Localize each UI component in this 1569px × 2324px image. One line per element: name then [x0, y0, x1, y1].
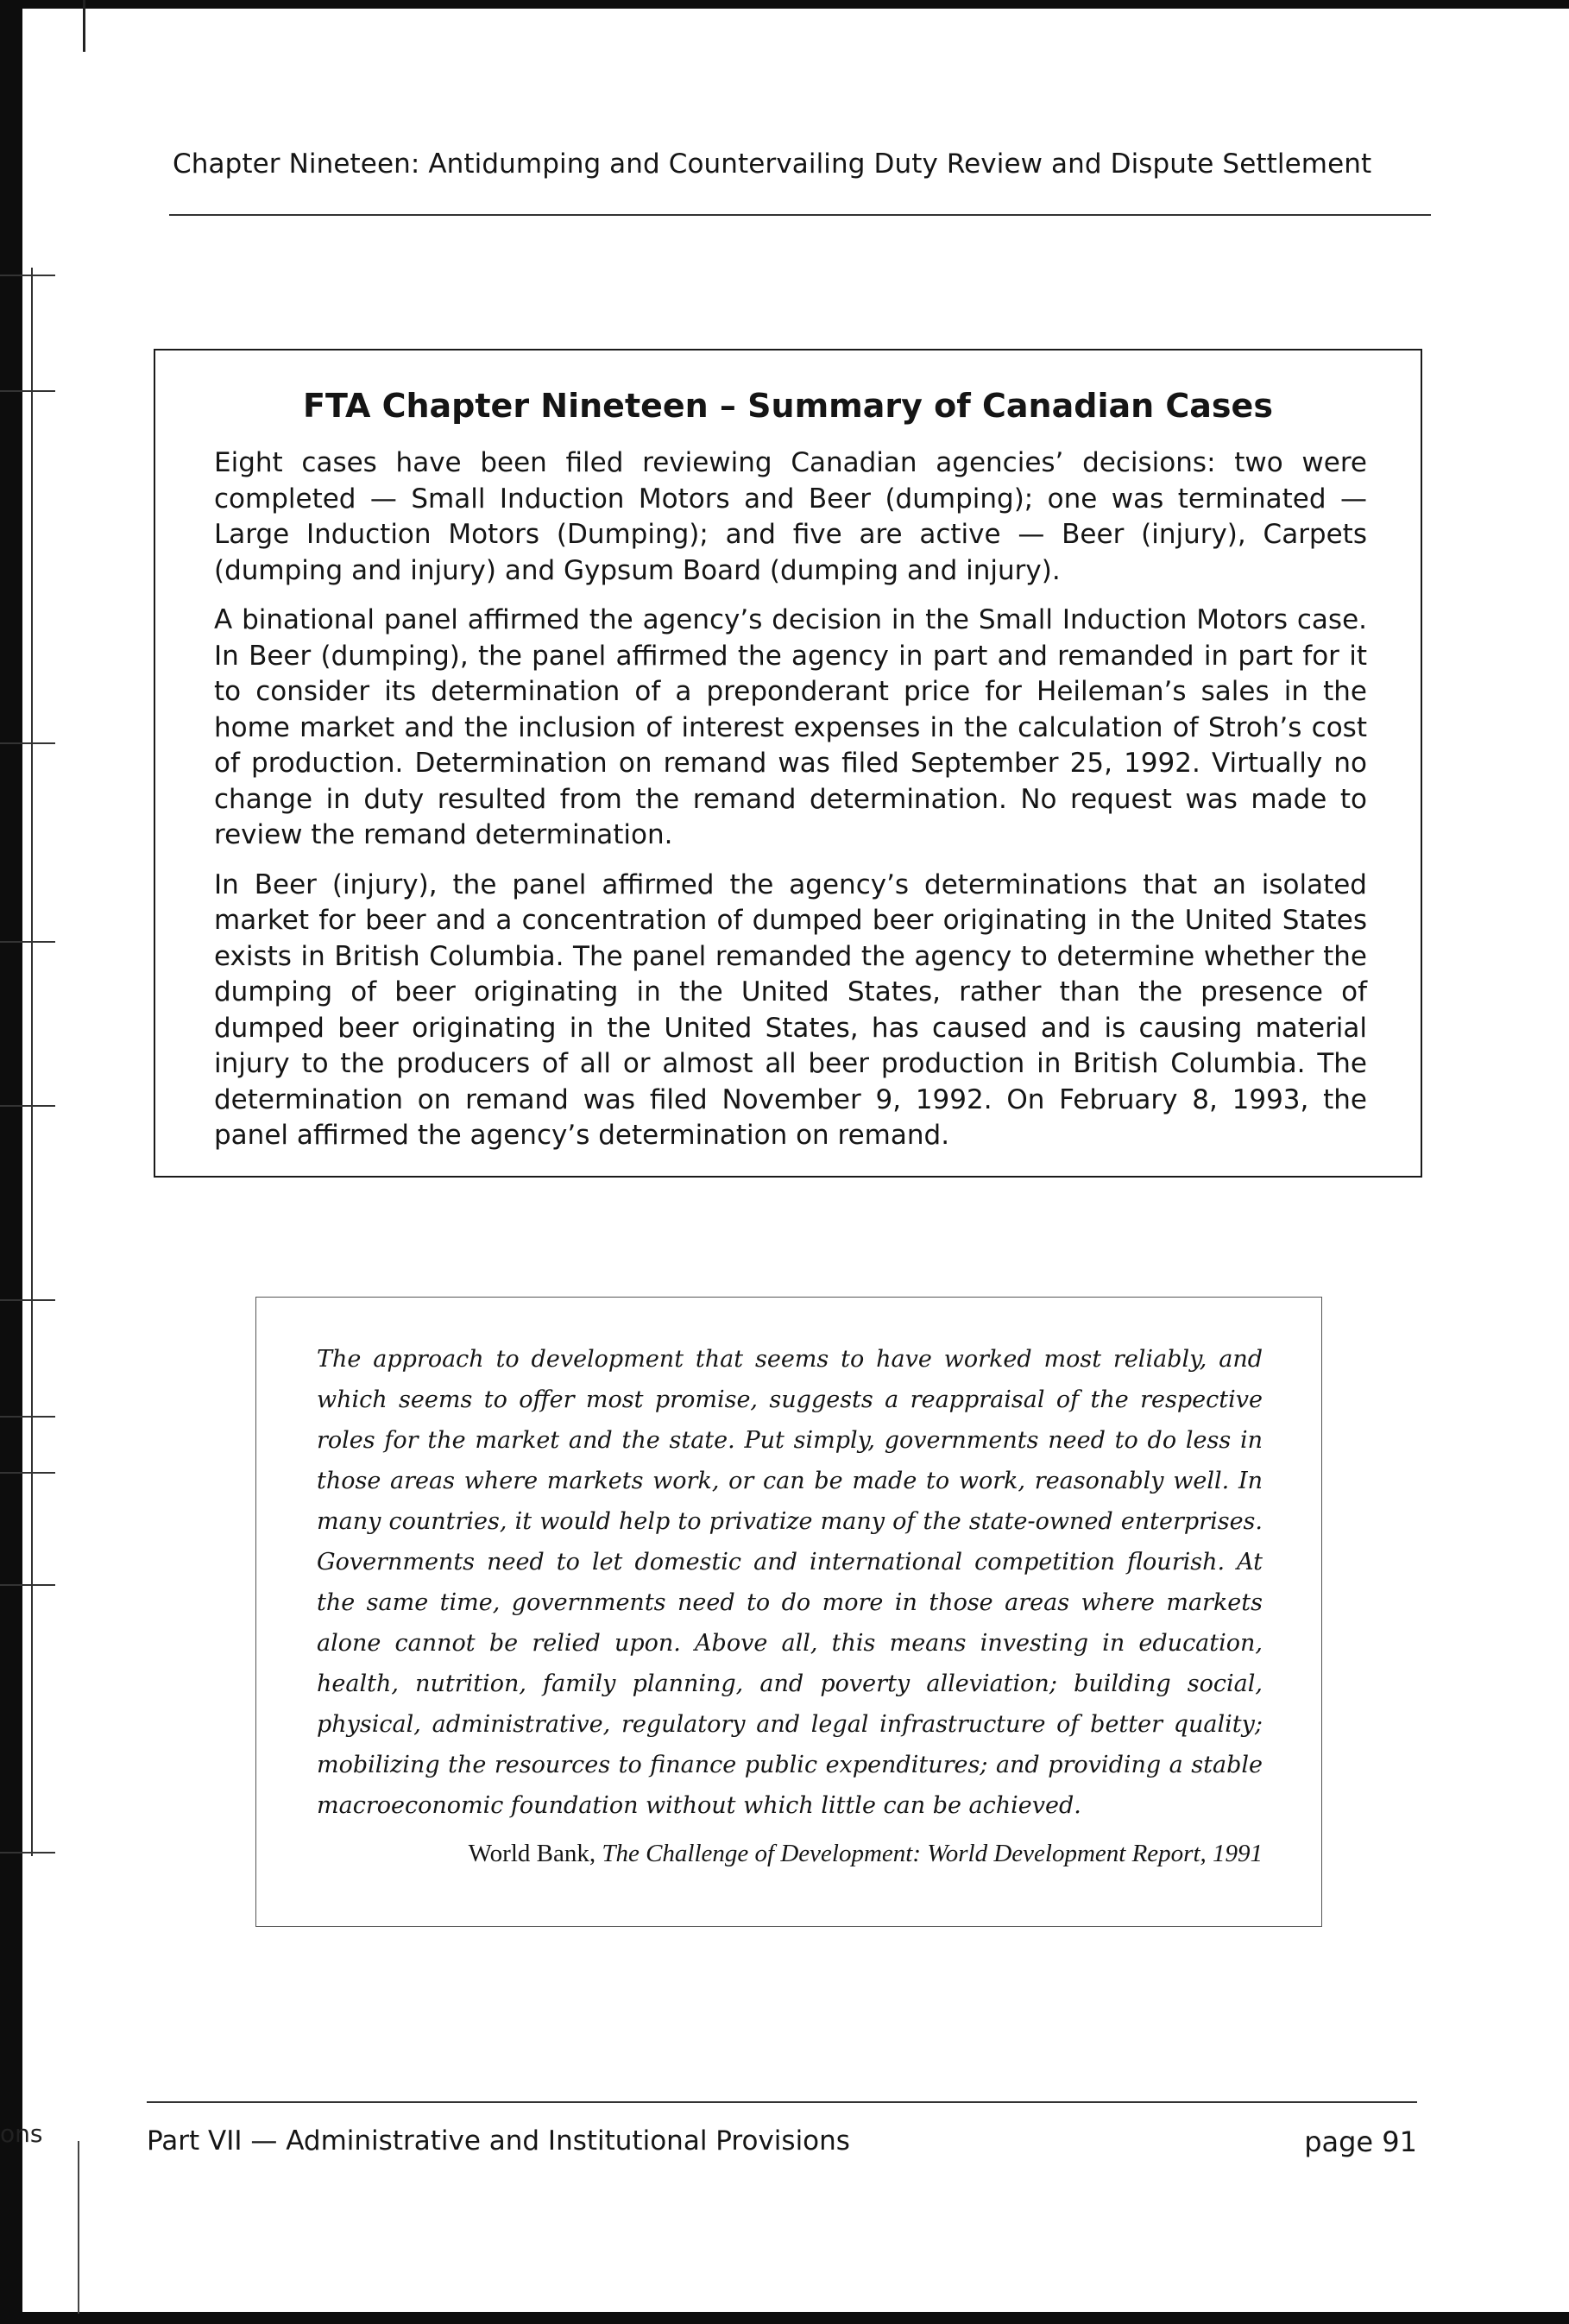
summary-box — [154, 349, 1422, 1178]
spine-tick — [0, 275, 55, 276]
spine-tick — [0, 1416, 55, 1418]
summary-body — [214, 445, 1367, 1168]
footer-section-title: Part VII — Administrative and Institutional Provisions — [147, 2125, 850, 2157]
attribution-author: World Bank, — [468, 1840, 596, 1867]
spine-bottom-mark — [78, 2141, 79, 2314]
spine-tick — [0, 1584, 55, 1586]
quote-box — [255, 1297, 1322, 1927]
spine-tick — [0, 1852, 55, 1854]
spine-tick — [0, 1105, 55, 1107]
adjacent-page-text-fragment: ons — [0, 2119, 43, 2148]
scan-border-top — [0, 0, 1569, 9]
footer-rule — [147, 2101, 1417, 2103]
spine-edge-mark — [83, 0, 85, 52]
scan-border-left — [0, 0, 22, 2324]
spine-tick — [0, 941, 55, 943]
quote-text: The approach to development that seems to have worked most reliably, and which seems to offer most promise, suggests a reappraisal of the respective roles for the market and the state. Put simply, governments need to do less in those areas where markets work, or can be made to work, reasonably well. In many countries, it would help to privatize many of the state-owned enterprises. Governments need to let domestic and international competition flourish. At the same time, governments need to do more in those areas where markets alone cannot be relied upon. Above all, this means investing in education, health, nutrition, family planning, and poverty alleviation; building social, physical, administrative, regulatory and legal infrastructure of better quality; mobilizing the resources to finance public expenditures; and providing a stable macroeconomic foundation without which little can be achieved. — [317, 1346, 1263, 1819]
header-rule — [169, 214, 1431, 216]
summary-paragraph: A binational panel affirmed the agency’s decision in the Small Induction Motors case. In Beer (dumping), the panel affirmed the agency in part and remanded in part for it to consider its determination of a preponderant price for Heileman’s sales in the home market and the inclusion of interest expenses in the calculation of Stroh’s cost of production. Determination on remand was filed September 25, 1992. Virtually no change in duty resulted from the remand determination. No request was made to review the remand determination. — [214, 604, 1367, 850]
spine-tick — [0, 1299, 55, 1301]
summary-paragraph: Eight cases have been filed reviewing Canadian agencies’ decisions: two were completed — Small Induction Motors and Beer (dumping); one was terminated — Large Induction Motors (Dumping); and five are active — Beer (injury), Carpets (dumping and injury) and Gypsum Board (dumping and injury). — [214, 447, 1367, 586]
page-number: page 91 — [1304, 2125, 1417, 2158]
running-header: Chapter Nineteen: Antidumping and Countervailing Duty Review and Dispute Settlement — [173, 148, 1372, 180]
spine-tick — [0, 390, 55, 392]
summary-title: FTA Chapter Nineteen – Summary of Canadian Cases — [303, 387, 1273, 425]
summary-paragraph: In Beer (injury), the panel affirmed the agency’s determinations that an isolated market for beer and a concentration of dumped beer originating in the United States exists in British Columbia. The panel remanded the agency to determine whether the dumping of beer originating in the United States, rather than the presence of dumped beer originating in the United States, has caused and is causing material injury to the producers of all or almost all beer production in British Columbia. The determination on remand was filed November 9, 1992. On February 8, 1993, the panel affirmed the agency’s determination on remand. — [214, 868, 1367, 1151]
quote-attribution — [317, 1840, 1263, 1868]
spine-tick — [0, 742, 55, 744]
spine-tick — [0, 1472, 55, 1474]
scan-border-bottom — [0, 2312, 1569, 2324]
adjacent-page-edge — [31, 268, 33, 1856]
attribution-title: The Challenge of Development: World Development Report, 1991 — [602, 1840, 1263, 1867]
